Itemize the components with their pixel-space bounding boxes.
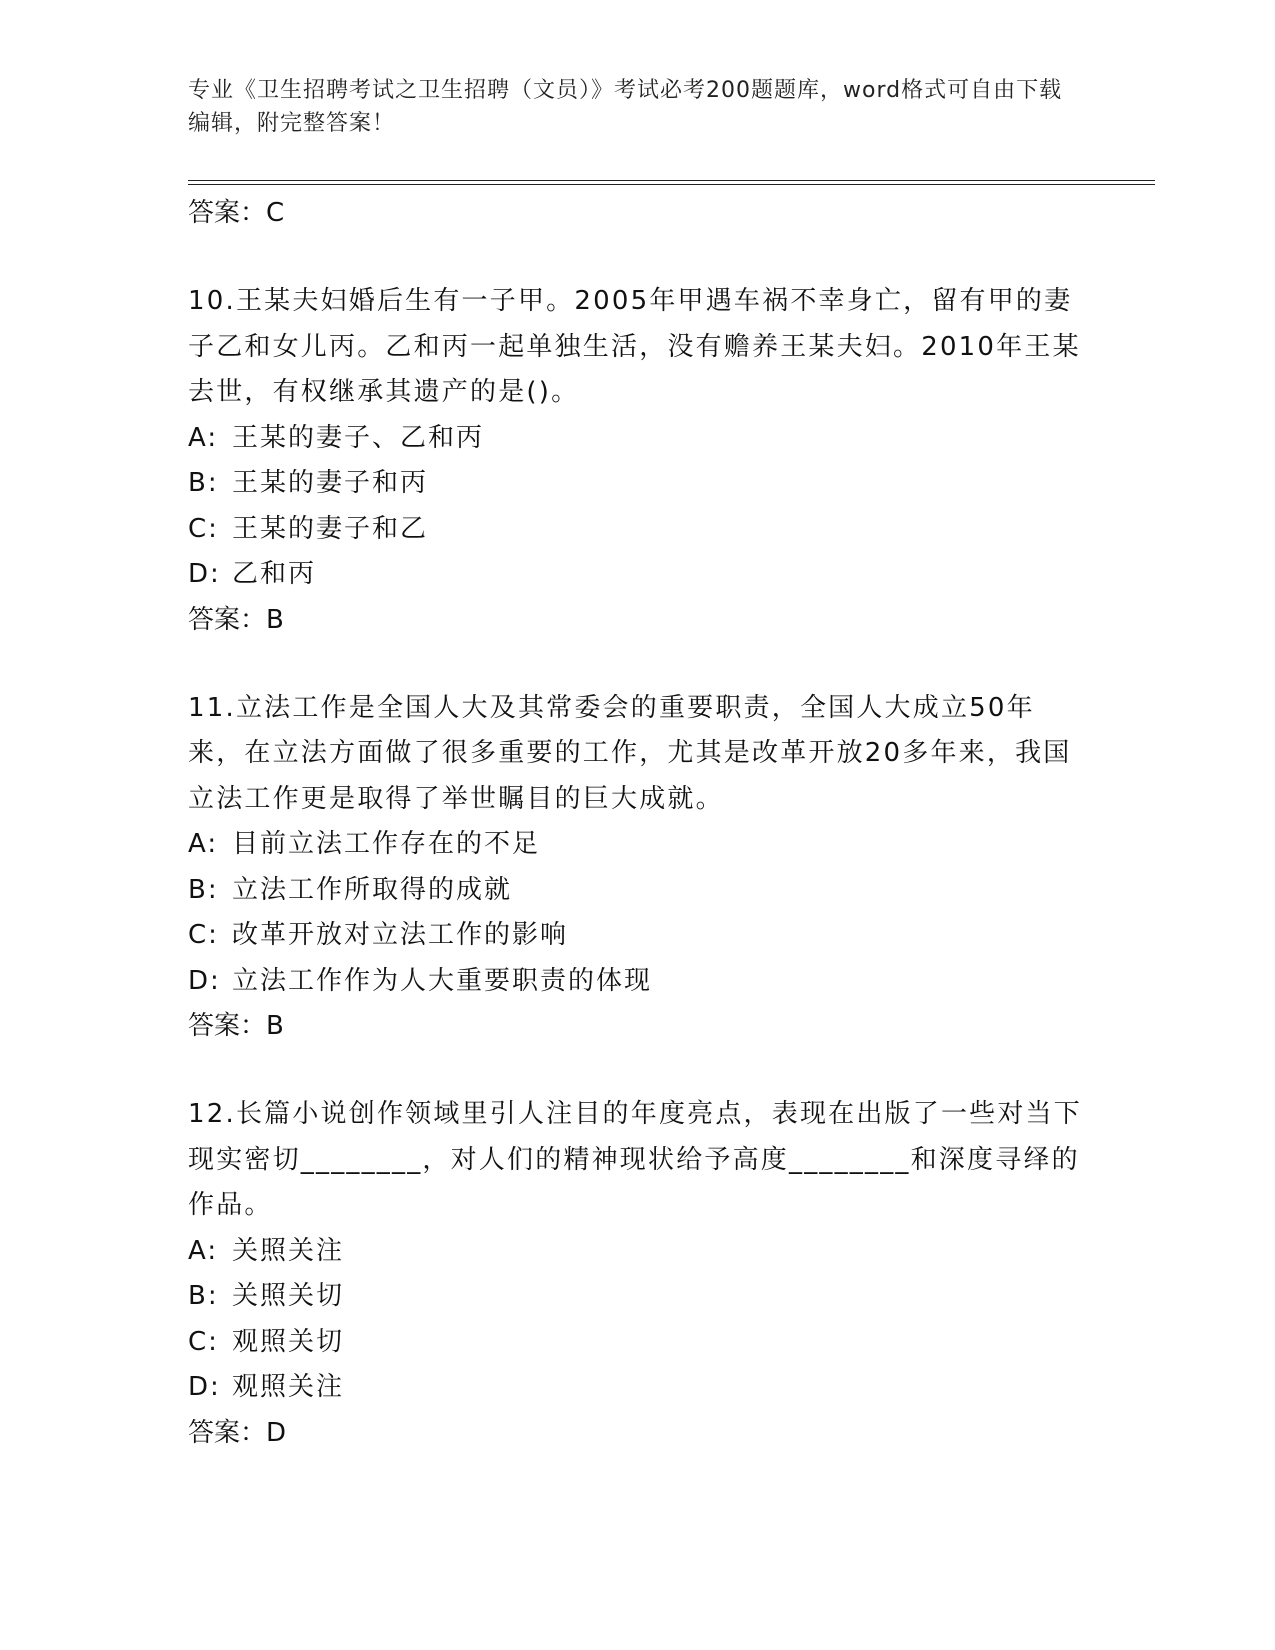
option-letter: D:: [188, 965, 221, 996]
option-letter: A:: [188, 422, 219, 453]
option-text: 观照关切: [232, 1326, 345, 1357]
option-text: 王某的妻子和乙: [232, 513, 429, 544]
option-d: [188, 552, 1088, 598]
question-stem: 11.立法工作是全国人大及其常委会的重要职责，全国人大成立50年来，在立法方面做了很多重要的工作，尤其是改革开放20多年来，我国立法工作更是取得了举世瞩目的巨大成就。: [188, 692, 1072, 814]
option-d: [188, 1365, 1088, 1411]
option-letter: B:: [188, 468, 219, 498]
option-b: [188, 1274, 1088, 1320]
option-text: 立法工作所取得的成就: [232, 874, 513, 905]
option-letter: D:: [188, 559, 221, 589]
previous-answer: 答案：C: [188, 198, 285, 228]
question-10: [188, 279, 1088, 642]
option-text: 王某的妻子、乙和丙: [232, 422, 485, 453]
option-c: [188, 913, 1088, 959]
header-rule-bottom: [188, 184, 1155, 185]
question-12: [188, 1092, 1088, 1455]
option-text: 目前立法工作存在的不足: [232, 829, 541, 859]
question-list: [188, 191, 1088, 1455]
option-c: [188, 1320, 1088, 1366]
option-letter: C:: [188, 513, 219, 544]
option-c: [188, 507, 1088, 553]
header-rule-top: [188, 180, 1155, 181]
question-11: [188, 686, 1088, 1049]
option-letter: A:: [188, 829, 219, 859]
option-a: [188, 822, 1088, 868]
option-text: 乙和丙: [232, 559, 317, 589]
page-header: 专业《卫生招聘考试之卫生招聘（文员）》考试必考200题题库，word格式可自由下载编辑，附完整答案！: [188, 78, 1063, 136]
option-letter: B:: [188, 1281, 219, 1311]
option-text: 立法工作作为人大重要职责的体现: [232, 965, 653, 996]
option-d: [188, 959, 1088, 1005]
question-answer: 答案：B: [188, 604, 284, 635]
option-text: 关照关切: [232, 1281, 345, 1311]
option-letter: D:: [188, 1372, 221, 1402]
option-text: 王某的妻子和丙: [232, 468, 429, 498]
option-b: [188, 868, 1088, 914]
option-letter: B:: [188, 874, 219, 905]
option-letter: C:: [188, 1326, 219, 1357]
option-text: 关照关注: [232, 1235, 345, 1266]
option-a: [188, 416, 1088, 462]
question-stem: 10.王某夫妇婚后生有一子甲。2005年甲遇车祸不幸身亡，留有甲的妻子乙和女儿丙。乙和丙一起单独生活，没有赡养王某夫妇。2010年王某去世，有权继承其遗产的是()。: [188, 286, 1081, 407]
option-letter: A:: [188, 1235, 219, 1266]
option-a: [188, 1229, 1088, 1275]
option-letter: C:: [188, 920, 219, 950]
option-b: [188, 461, 1088, 507]
question-answer: 答案：B: [188, 1011, 284, 1041]
question-stem: 12.长篇小说创作领域里引人注目的年度亮点，表现在出版了一些对当下现实密切________，对人们的精神现状给予高度________和深度寻绎的作品。: [188, 1099, 1082, 1220]
option-text: 改革开放对立法工作的影响: [232, 920, 569, 950]
option-text: 观照关注: [232, 1372, 345, 1402]
question-answer: 答案：D: [188, 1417, 287, 1448]
